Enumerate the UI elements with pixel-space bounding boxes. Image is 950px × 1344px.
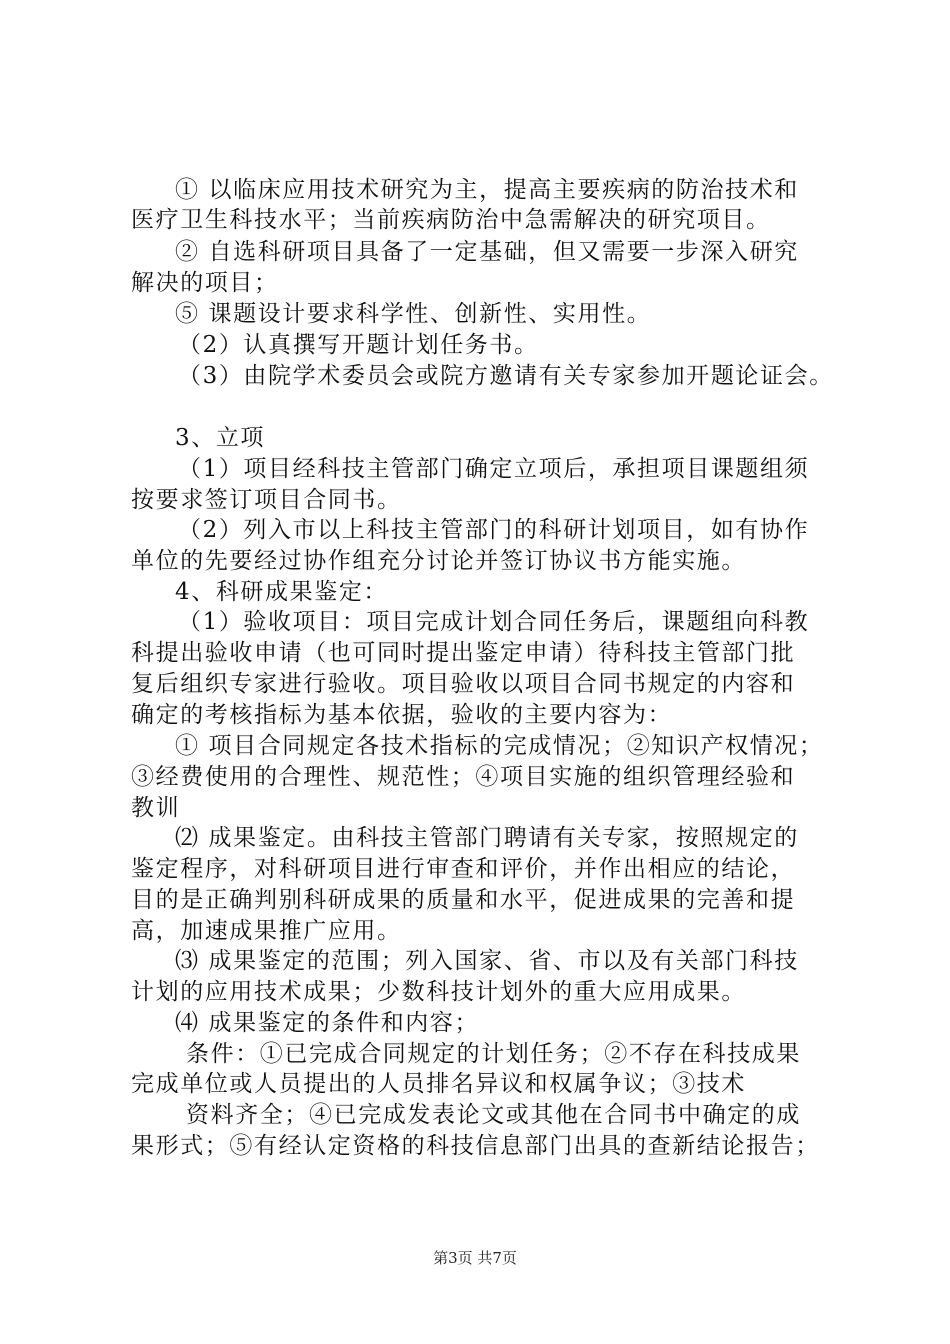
- text-line: ⑶ 成果鉴定的范围；列入国家、省、市以及有关部门科技: [175, 948, 799, 974]
- text-line: ③经费使用的合理性、规范性；④项目实施的组织管理经验和: [131, 764, 796, 790]
- text-line: 单位的先要经过协作组充分讨论并签订协议书方能实施。: [131, 548, 746, 574]
- text-line: （2）认真撰写开题计划任务书。: [178, 332, 539, 358]
- text-line: 复后组织专家进行验收。项目验收以项目合同书规定的内容和: [131, 671, 796, 697]
- section-heading: 3、立项: [175, 425, 266, 451]
- text-line: 高，加速成果推广应用。: [131, 918, 402, 944]
- text-line: ⑵ 成果鉴定。由科技主管部门聘请有关专家，按照规定的: [175, 825, 799, 851]
- text-line: （3）由院学术委员会或院方邀请有关专家参加开题论证会。: [178, 363, 834, 389]
- text-line: 医疗卫生科技水平；当前疾病防治中急需解决的研究项目。: [131, 207, 771, 233]
- text-line: 计划的应用技术成果；少数科技计划外的重大应用成果。: [131, 979, 746, 1005]
- page-footer: 第3页 共7页: [433, 1249, 517, 1267]
- text-line: ⑷ 成果鉴定的条件和内容；: [175, 1010, 480, 1036]
- text-line: ⑤ 课题设计要求科学性、创新性、实用性。: [175, 301, 652, 327]
- text-line: 果形式；⑤有经认定资格的科技信息部门出具的查新结论报告；: [131, 1133, 820, 1159]
- text-line: 鉴定程序，对科研项目进行审查和评价，并作出相应的结论，: [131, 856, 796, 882]
- text-line: 条件：①已完成合同规定的计划任务；②不存在科技成果: [186, 1041, 801, 1067]
- text-line: 完成单位或人员提出的人员排名异议和权属争议；③技术: [131, 1071, 746, 1097]
- section-heading: 4、科研成果鉴定：: [175, 579, 389, 605]
- text-line: （2）列入市以上科技主管部门的科研计划项目，如有协作: [178, 517, 810, 543]
- text-line: 确定的考核指标为基本依据，验收的主要内容为：: [131, 702, 673, 728]
- text-line: （1）验收项目：项目完成计划合同任务后，课题组向科教: [178, 609, 810, 635]
- text-line: 教训: [131, 795, 181, 821]
- text-line: 解决的项目；: [131, 270, 279, 296]
- text-line: ① 以临床应用技术研究为主，提高主要疾病的防治技术和: [175, 177, 799, 203]
- text-line: ② 自选科研项目具备了一定基础，但又需要一步深入研究: [175, 239, 799, 265]
- text-line: ① 项目合同规定各技术指标的完成情况；②知识产权情况；: [175, 733, 824, 759]
- text-line: （1）项目经科技主管部门确定立项后，承担项目课题组须: [178, 456, 810, 482]
- text-line: 科提出验收申请（也可同时提出鉴定申请）待科技主管部门批: [131, 640, 796, 666]
- text-line: 目的是正确判别科研成果的质量和水平，促进成果的完善和提: [131, 887, 796, 913]
- text-line: 按要求签订项目合同书。: [131, 487, 402, 513]
- text-line: 资料齐全；④已完成发表论文或其他在合同书中确定的成: [186, 1102, 801, 1128]
